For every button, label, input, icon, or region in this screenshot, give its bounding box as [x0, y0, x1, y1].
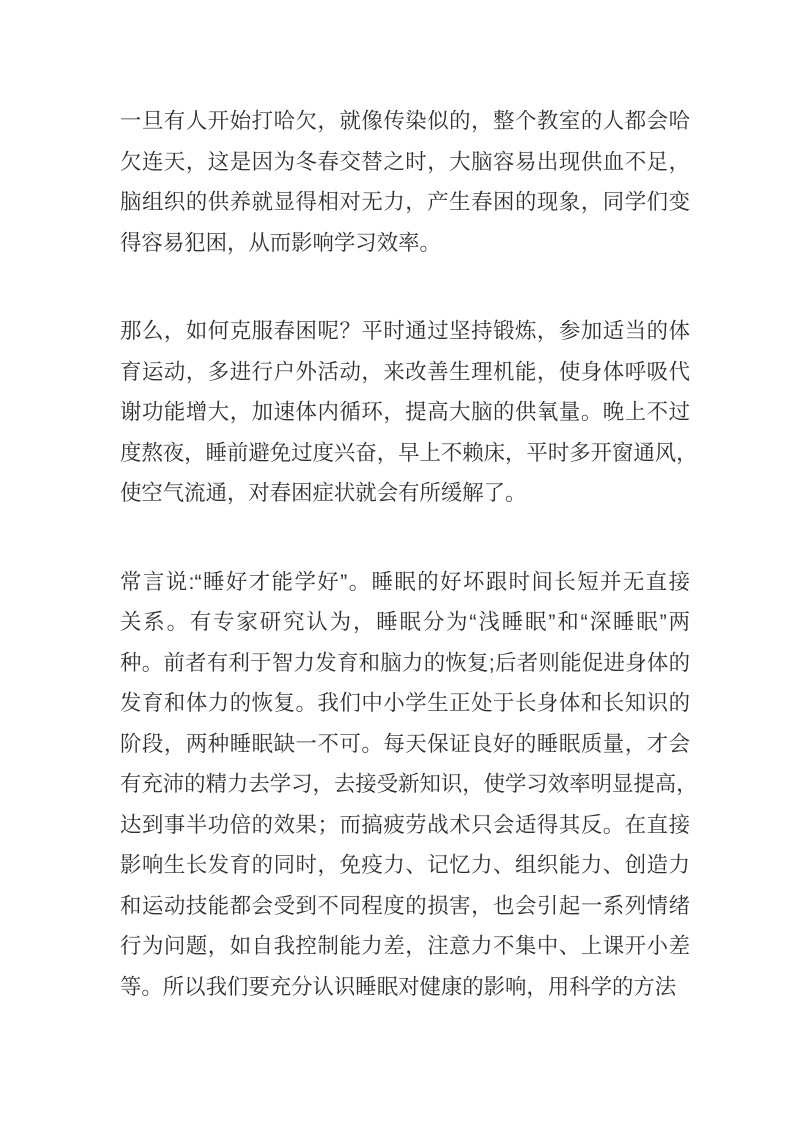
text-line: 关系。有专家研究认为，睡眠分为“浅睡眠”和“深睡眠”两 [120, 610, 690, 634]
text-line: 行为问题，如自我控制能力差，注意力不集中、上课开小差 [120, 934, 690, 958]
text-line: 脑组织的供养就显得相对无力，产生春困的现象，同学们变 [120, 190, 690, 214]
text-line: 一旦有人开始打哈欠，就像传染似的，整个教室的人都会哈 [120, 109, 690, 133]
text-line: 和运动技能都会受到不同程度的损害，也会引起一系列情绪 [120, 893, 690, 918]
text-line: 影响生长发育的同时，免疫力、记忆力、组织能力、创造力 [120, 853, 690, 877]
text-line: 欠连天，这是因为冬春交替之时，大脑容易出现供血不足， [120, 149, 690, 174]
text-line: 阶段，两种睡眠缺一不可。每天保证良好的睡眠质量，才会 [120, 731, 690, 756]
paragraph-1 [120, 101, 690, 263]
text-line: 达到事半功倍的效果；而搞疲劳战术只会适得其反。在直接 [120, 812, 690, 837]
text-line: 度熬夜，睡前避免过度兴奋，早上不赖床，平时多开窗通风， [120, 440, 698, 465]
text-line: 种。前者有利于智力发育和脑力的恢复;后者则能促进身体的 [120, 650, 690, 675]
text-line: 那么，如何克服春困呢？平时通过坚持锻炼，参加适当的体 [120, 319, 690, 343]
paragraph-2 [120, 311, 698, 514]
paragraph-3 [120, 562, 698, 1008]
text-line: 等。所以我们要充分认识睡眠对健康的影响，用科学的方法 [120, 974, 677, 999]
text-line: 常言说:“睡好才能学好”。睡眠的好坏跟时间长短并无直接 [120, 569, 690, 594]
text-line: 使空气流通，对春困症状就会有所缓解了。 [120, 481, 527, 505]
text-line: 得容易犯困，从而影响学习效率。 [120, 230, 441, 255]
text-line: 发育和体力的恢复。我们中小学生正处于长身体和长知识的 [120, 691, 690, 715]
text-line: 育运动，多进行户外活动，来改善生理机能，使身体呼吸代 [120, 359, 690, 384]
text-line: 有充沛的精力去学习，去接受新知识，使学习效率明显提高， [120, 772, 698, 796]
text-content [120, 101, 698, 1007]
text-line: 谢功能增大，加速体内循环，提高大脑的供氧量。晚上不过 [120, 400, 690, 424]
